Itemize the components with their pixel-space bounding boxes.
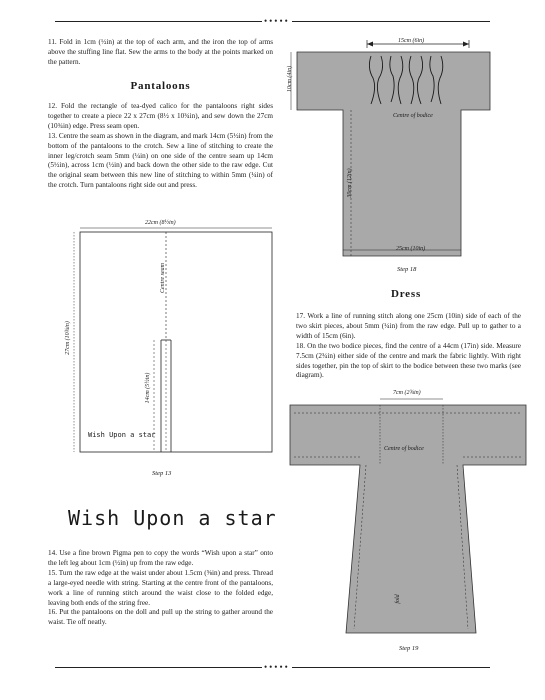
step-19-diagram [288,395,528,640]
heading-dress: Dress [390,288,422,300]
step-18-bottom-label: 25cm (10in) [396,246,426,252]
step-13-text: 13. Centre the seam as shown in the diagram, and mark 14cm (5½in) from the bottom of the pantaloons to the crotch. Sew a line of stitching to create the inner leg/crotch seam 5mm (¼in) on one side of the centre seam up 14cm (5½in), across 1cm (½in) and back down the other side to the raw edge. Cut the original seam between this new line of stitching to within 5mm (¼in) of the crotch. Turn pantaloons right side out and press. [48,131,273,190]
top-rule-ornament: ••••• [264,16,290,26]
step-13-caption: Step 13 [152,470,172,477]
step-15-text: 15. Turn the raw edge at the waist under about 1.5cm (⅝in) and press. Thread a large-eyed needle with string. Starting at the centre front of the pantaloons, work a line of running stitch around the waist close to the folded edge, leaving both ends of the string free. [48,568,273,607]
pantaloons-tag-text: Wish Upon a star [88,431,156,439]
leg-length-label: 14cm (5½in) [145,372,151,404]
step-18-side-label: 10cm (4in) [287,65,293,93]
step-18-caption: Step 18 [397,266,417,273]
wish-upon-a-star-handwriting: Wish Upon a star [68,506,277,530]
steps-17-18-text [296,312,521,381]
pantaloons-rectangle [80,232,272,452]
bottom-rule-ornament: ••••• [264,662,290,672]
step-19-top-label: 7cm (2¾in) [393,390,421,396]
step-12-text: 12. Fold the rectangle of tea-dyed calico for the pantaloons right sides together to create a piece 22 x 27cm (8½ x 10¾in), and sew down the 27cm (10¾in) edge. Press seam open. [48,102,273,130]
pantaloons-height-label: 27cm (10¾in) [65,321,71,355]
step-17-text: 17. Work a line of running stitch along one 25cm (10in) side of each of the two skirt pieces, about 5mm (¼in) from the raw edge. Pull up to gather to a width of 15cm (6in). [296,312,521,340]
centre-seam-label: Centre seam [160,263,166,293]
step-16-text: 16. Put the pantaloons on the doll and pull up the string to gather around the waist. Tie off neatly. [48,608,273,627]
step-11-text: 11. Fold in 1cm (½in) at the top of each arm, and the iron the top of arms above the stuffing line flat. Sew the arms to the body at the points marked on the pattern. [48,38,273,66]
steps-12-13-text [48,102,273,191]
step-19-caption: Step 19 [399,645,419,652]
steps-14-16-text [48,549,273,628]
bodice-skirt-shape [297,52,490,256]
step-14-text: 14. Use a fine brown Pigma pen to copy the words “Wish upon a star” onto the left leg about 1cm (½in) up from the raw edge. [48,549,273,567]
step-18-text: 18. On the two bodice pieces, find the centre of a 44cm (17in) side. Measure 7.5cm (2¾in) either side of the centre and mark the fabric lightly. With right sides together, pin the top of skirt to the bodice between these two marks (see diagram). [296,341,521,380]
heading-pantaloons: Pantaloons [130,80,191,92]
step-18-diagram [285,38,500,263]
step-18-top-label: 15cm (6in) [398,38,425,44]
step-18-length-label: 30cm (12in) [347,168,353,198]
step-19-centre-label: Centre of bodice [384,446,424,452]
pantaloons-width-label: 22cm (8½in) [145,220,176,226]
step-18-centre-label: Centre of bodice [393,113,433,119]
step-19-fold-label: fold [395,594,401,604]
dress-shape [290,405,526,633]
step-13-diagram [60,220,280,465]
